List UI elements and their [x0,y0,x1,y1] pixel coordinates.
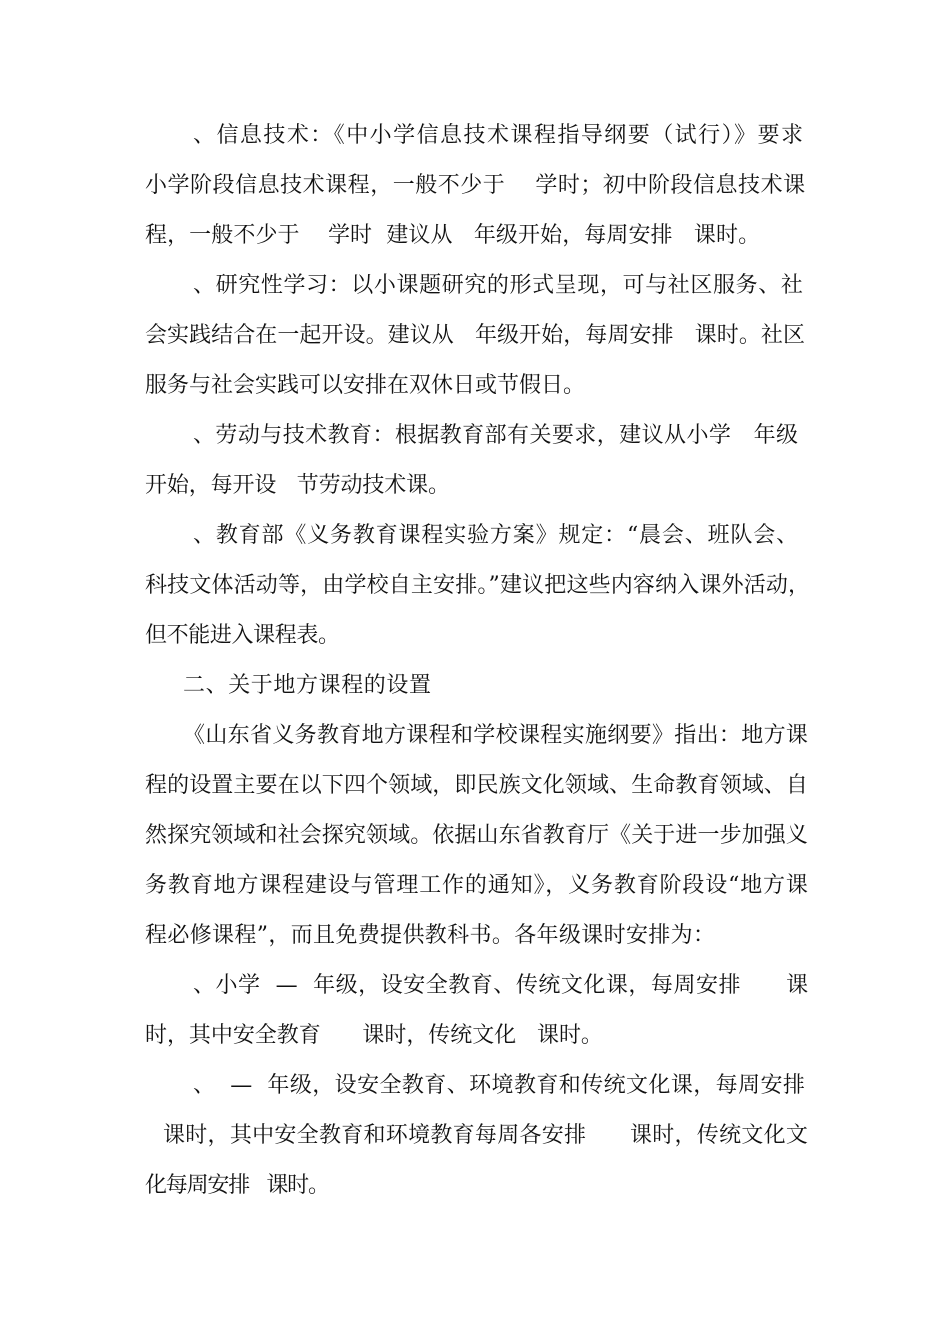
text-line: 但不能进入课程表。 [145,623,340,648]
text-line: 务教育地方课程建设与管理工作的通知》，义务教育阶段设“地方课 [145,873,809,898]
text-line: 课时，其中安全教育和环境教育每周各安排 课时，传统文化文 [163,1123,809,1148]
text-line: 、研究性学习：以小课题研究的形式呈现，可与社区服务、社 [193,273,804,298]
text-line: 程的设置主要在以下四个领域，即民族文化领域、生命教育领域、自 [145,773,809,798]
text-line: 开始，每开设 节劳动技术课。 [145,473,450,498]
text-line: 时，其中安全教育 课时，传统文化 课时。 [145,1023,603,1048]
text-line: 程必修课程”，而且免费提供教科书。各年级课时安排为： [145,923,716,948]
text-line: 然探究领域和社会探究领域。依据山东省教育厅《关于进一步加强义 [145,823,809,848]
text-line: 、信息技术：《中小学信息技术课程指导纲要（试行）》要求 [193,123,805,148]
text-line: 会实践结合在一起开设。建议从 年级开始，每周安排 课时。社区 [145,323,806,348]
text-line: 、劳动与技术教育：根据教育部有关要求，建议从小学 年级 [193,423,799,448]
text-line: 、 — 年级，设安全教育、环境教育和传统文化课，每周安排 [193,1073,806,1098]
text-line: 、小学 — 年级，设安全教育、传统文化课，每周安排 课 [193,973,809,998]
text-line: 科技文体活动等，由学校自主安排。”建议把这些内容纳入课外活动， [145,573,811,598]
text-line: 、教育部《义务教育课程实验方案》规定：“晨会、班队会、 [193,523,799,548]
text-line: 程，一般不少于 学时 建议从 年级开始，每周安排 课时。 [145,223,761,248]
text-line: 《山东省义务教育地方课程和学校课程实施纲要》指出：地方课 [183,723,809,748]
text-line: 小学阶段信息技术课程，一般不少于 学时；初中阶段信息技术课 [145,173,806,198]
section-heading: 二、关于地方课程的设置 [183,673,432,698]
text-line: 服务与社会实践可以安排在双休日或节假日。 [145,373,586,398]
text-line: 化每周安排 课时。 [145,1173,329,1198]
